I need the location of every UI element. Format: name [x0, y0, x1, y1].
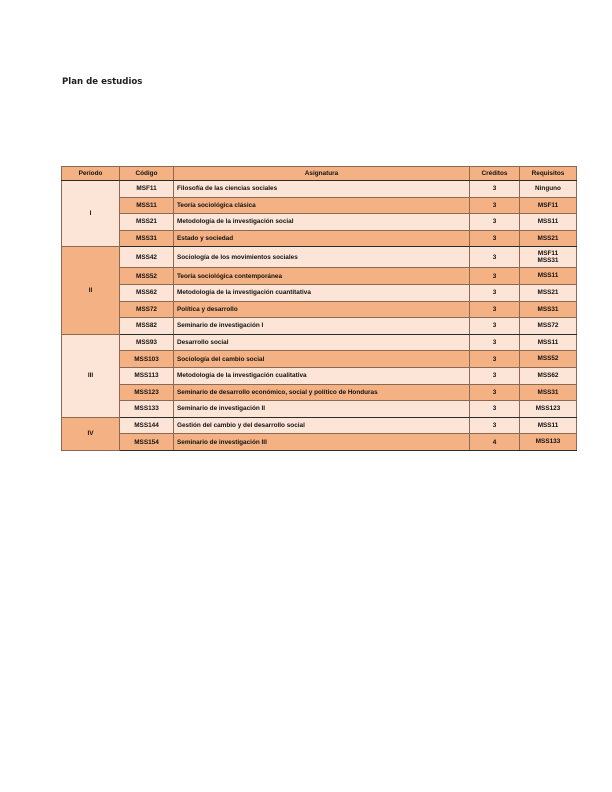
- requisito-code: MSS11: [537, 272, 559, 280]
- asignatura-cell: Estado y sociedad: [174, 230, 470, 247]
- study-plan-table: [61, 166, 577, 451]
- requisitos-cell: [520, 230, 577, 247]
- codigo-cell: MSS144: [120, 417, 174, 434]
- requisitos-cell: [520, 181, 577, 198]
- table-row: [62, 230, 577, 247]
- table-row: [62, 318, 577, 335]
- asignatura-cell: Sociología del cambio social: [174, 351, 470, 368]
- asignatura-cell: Metodología de la investigación cualitativa: [174, 367, 470, 384]
- periodo-cell: IV: [62, 417, 120, 450]
- requisitos-cell: [520, 318, 577, 335]
- requisito-code: MSS52: [537, 355, 559, 363]
- table-header-row: [62, 167, 577, 181]
- asignatura-cell: Seminario de investigación I: [174, 318, 470, 335]
- requisito-code: Ninguno: [535, 185, 561, 193]
- codigo-cell: MSS11: [120, 197, 174, 214]
- requisitos-cell: [520, 367, 577, 384]
- asignatura-cell: Filosofía de las ciencias sociales: [174, 181, 470, 198]
- header-periodo: Período: [62, 167, 120, 181]
- requisitos-cell: [520, 384, 577, 401]
- table-row: [62, 334, 577, 351]
- table-body: [62, 181, 577, 451]
- table-row: [62, 401, 577, 418]
- requisitos-cell: [520, 247, 577, 268]
- creditos-cell: 3: [470, 247, 520, 268]
- table-row: [62, 247, 577, 268]
- requisito-code: MSS21: [537, 234, 559, 242]
- requisitos-cell: [520, 351, 577, 368]
- codigo-cell: MSS82: [120, 318, 174, 335]
- requisitos-cell: [520, 284, 577, 301]
- requisitos-cell: [520, 434, 577, 451]
- codigo-cell: MSS93: [120, 334, 174, 351]
- header-codigo: Código: [120, 167, 174, 181]
- codigo-cell: MSS133: [120, 401, 174, 418]
- creditos-cell: 3: [470, 197, 520, 214]
- table-row: [62, 214, 577, 231]
- requisitos-cell: [520, 417, 577, 434]
- codigo-cell: MSF11: [120, 181, 174, 198]
- requisito-code: MSS11: [537, 218, 559, 226]
- creditos-cell: 3: [470, 268, 520, 285]
- requisito-code: MSS11: [537, 338, 559, 346]
- requisitos-cell: [520, 197, 577, 214]
- requisito-code: MSS72: [537, 322, 559, 330]
- requisito-code: MSS31: [537, 305, 559, 313]
- creditos-cell: 3: [470, 384, 520, 401]
- creditos-cell: 3: [470, 417, 520, 434]
- table-row: [62, 417, 577, 434]
- codigo-cell: MSS113: [120, 367, 174, 384]
- codigo-cell: MSS103: [120, 351, 174, 368]
- creditos-cell: 3: [470, 214, 520, 231]
- asignatura-cell: Metodología de la investigación social: [174, 214, 470, 231]
- periodo-cell: III: [62, 334, 120, 417]
- table-row: [62, 351, 577, 368]
- creditos-cell: 4: [470, 434, 520, 451]
- table-row: [62, 384, 577, 401]
- requisitos-cell: [520, 214, 577, 231]
- page-title: Plan de estudios: [62, 77, 143, 87]
- creditos-cell: 3: [470, 230, 520, 247]
- requisitos-cell: [520, 301, 577, 318]
- table-row: [62, 197, 577, 214]
- requisito-code: MSS31: [537, 257, 559, 265]
- asignatura-cell: Metodología de la investigación cuantitativa: [174, 284, 470, 301]
- creditos-cell: 3: [470, 318, 520, 335]
- requisitos-cell: [520, 401, 577, 418]
- codigo-cell: MSS123: [120, 384, 174, 401]
- table-row: [62, 284, 577, 301]
- asignatura-cell: Seminario de investigación II: [174, 401, 470, 418]
- requisitos-cell: [520, 268, 577, 285]
- requisito-code: MSF11: [537, 249, 559, 257]
- asignatura-cell: Teoría sociológica contemporánea: [174, 268, 470, 285]
- codigo-cell: MSS62: [120, 284, 174, 301]
- asignatura-cell: Seminario de desarrollo económico, social y político de Honduras: [174, 384, 470, 401]
- creditos-cell: 3: [470, 334, 520, 351]
- table-row: [62, 181, 577, 198]
- periodo-cell: I: [62, 181, 120, 247]
- header-creditos: Créditos: [470, 167, 520, 181]
- codigo-cell: MSS21: [120, 214, 174, 231]
- requisitos-cell: [520, 334, 577, 351]
- codigo-cell: MSS52: [120, 268, 174, 285]
- creditos-cell: 3: [470, 181, 520, 198]
- requisito-code: MSS133: [535, 438, 561, 446]
- requisito-code: MSS62: [537, 371, 559, 379]
- asignatura-cell: Política y desarrollo: [174, 301, 470, 318]
- creditos-cell: 3: [470, 301, 520, 318]
- asignatura-cell: Desarrollo social: [174, 334, 470, 351]
- asignatura-cell: Gestión del cambio y del desarrollo social: [174, 417, 470, 434]
- table-row: [62, 268, 577, 285]
- requisito-code: MSF11: [537, 201, 559, 209]
- table-row: [62, 301, 577, 318]
- header-requisitos: Requisitos: [520, 167, 577, 181]
- codigo-cell: MSS31: [120, 230, 174, 247]
- codigo-cell: MSS72: [120, 301, 174, 318]
- requisito-code: MSS11: [537, 421, 559, 429]
- creditos-cell: 3: [470, 401, 520, 418]
- asignatura-cell: Seminario de investigación III: [174, 434, 470, 451]
- creditos-cell: 3: [470, 367, 520, 384]
- creditos-cell: 3: [470, 351, 520, 368]
- requisito-code: MSS31: [537, 388, 559, 396]
- asignatura-cell: Sociología de los movimientos sociales: [174, 247, 470, 268]
- requisito-code: MSS21: [537, 289, 559, 297]
- codigo-cell: MSS42: [120, 247, 174, 268]
- codigo-cell: MSS154: [120, 434, 174, 451]
- table-row: [62, 367, 577, 384]
- requisito-code: MSS123: [535, 405, 561, 413]
- header-asignatura: Asignatura: [174, 167, 470, 181]
- periodo-cell: II: [62, 247, 120, 334]
- table-row: [62, 434, 577, 451]
- creditos-cell: 3: [470, 284, 520, 301]
- asignatura-cell: Teoría sociológica clásica: [174, 197, 470, 214]
